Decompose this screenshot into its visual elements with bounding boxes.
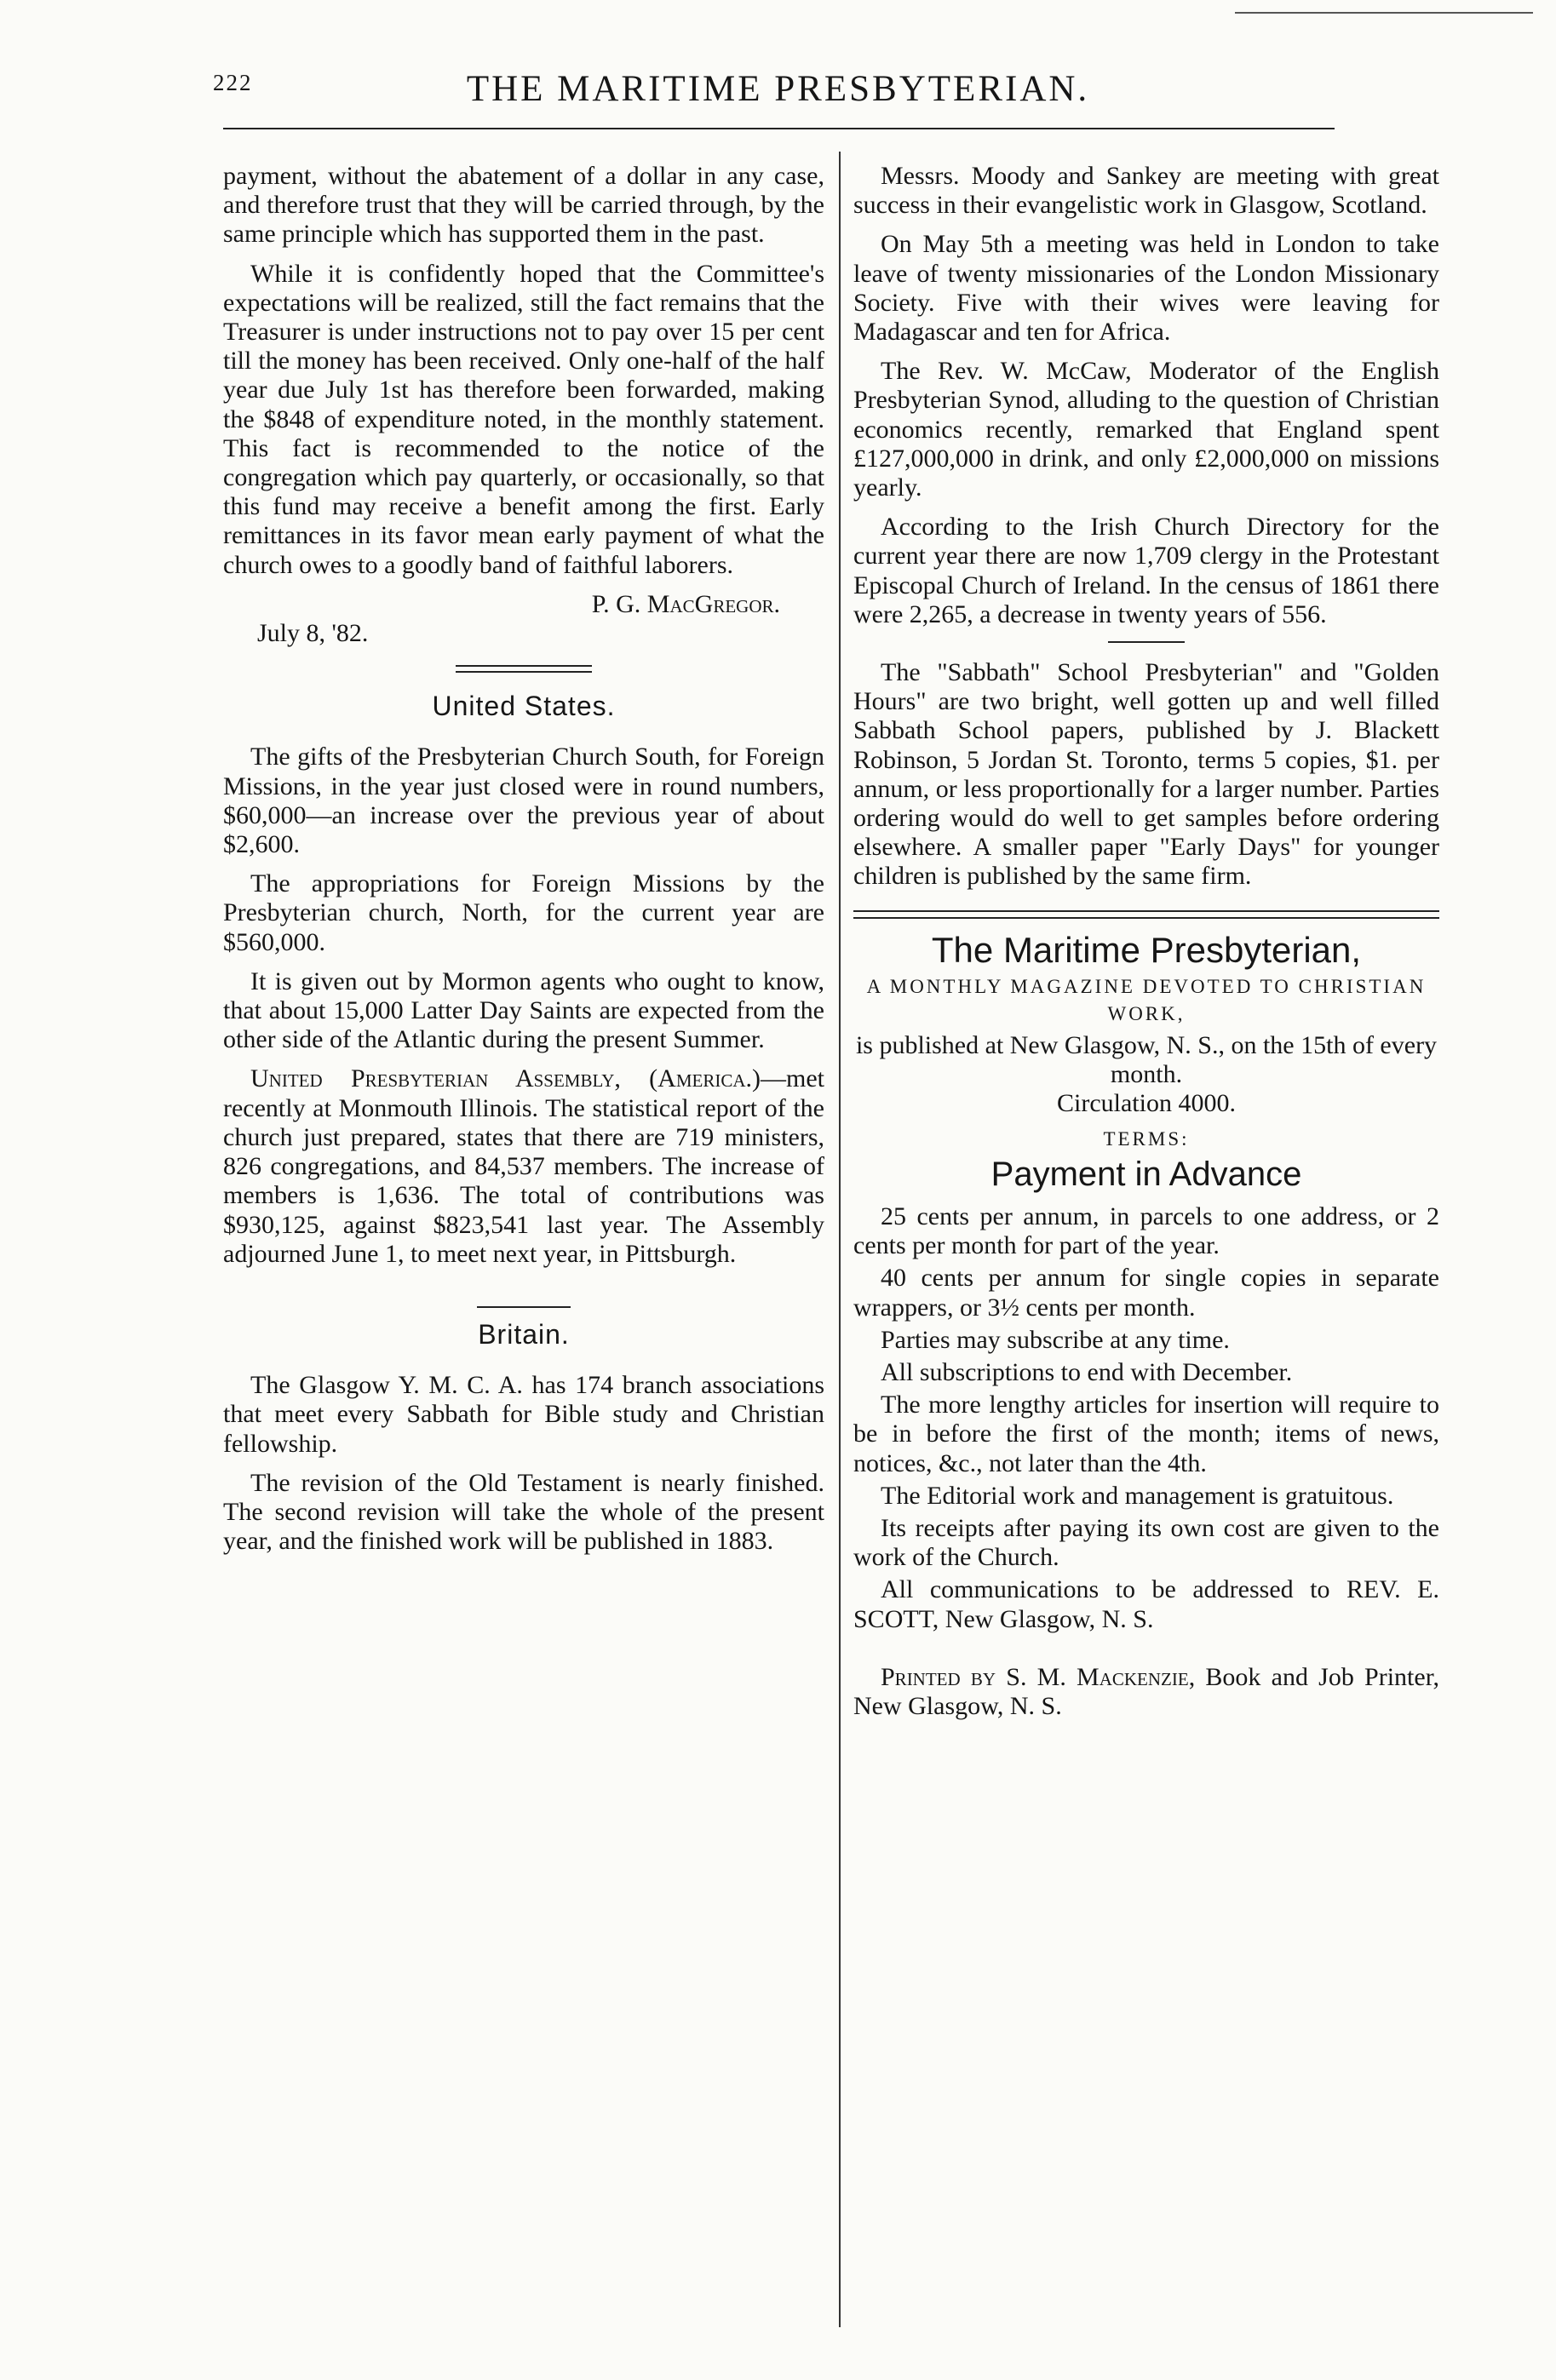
- us-paragraph-2: The appropriations for Foreign Missions by the Presbyterian church, North, for the current year are $560,000.: [223, 869, 824, 956]
- masthead-subtitle: A MONTHLY MAGAZINE DEVOTED TO CHRISTIAN WORK,: [866, 975, 1427, 1024]
- column-divider: [839, 152, 841, 2327]
- terms-item-7: Its receipts after paying its own cost are given to the work of the Church.: [853, 1513, 1439, 1572]
- us-paragraph-1: The gifts of the Presbyterian Church South, for Foreign Missions, in the year just closed were in round numbers, $60,000—an increase over the previous year of about $2,600.: [223, 743, 824, 859]
- terms-label: TERMS:: [1103, 1128, 1190, 1150]
- top-edge-rule: [1235, 12, 1533, 14]
- terms-item-8: All communications to be addressed to REV. E. SCOTT, New Glasgow, N. S.: [853, 1575, 1439, 1633]
- us-paragraph-4: [223, 1064, 824, 1268]
- britain-paragraph-1: The Glasgow Y. M. C. A. has 174 branch associations that meet every Sabbath for Bible study and Christian fellowship.: [223, 1371, 824, 1458]
- right-paragraph-3: The Rev. W. McCaw, Moderator of the English Presbyterian Synod, alluding to the question of Christian economics recently, remarked that England spent £127,000,000 in drink, and only £2,000,000 on missions yearly.: [853, 357, 1439, 502]
- right-paragraph-2: On May 5th a meeting was held in London to take leave of twenty missionaries of the London Missionary Society. Five with their wives were leaving for Madagascar and ten for Africa.: [853, 230, 1439, 347]
- printer-imprint: [853, 1663, 1439, 1721]
- printer-name: Printed by S. M. Mackenzie,: [881, 1662, 1196, 1691]
- britain-paragraph-2: The revision of the Old Testament is nearly finished. The second revision will take the whole of the present year, and the finished work will be published in 1883.: [223, 1468, 824, 1556]
- us-paragraph-4-body: —met recently at Monmouth Illinois. The statistical report of the church just prepared, states that there are 719 ministers, 826 congregations, and 84,537 members. The increase of members is 1,636. The total of contributions was $930,125, against $823,541 last year. The Assembly adjourned June 1, to meet next year, in Pittsburgh.: [223, 1064, 824, 1268]
- dateline: July 8, '82.: [257, 619, 369, 648]
- right-column: [853, 162, 1439, 1731]
- left-paragraph-2: While it is confidently hoped that the Committee's expectations will be realized, still the fact remains that the Treasurer is under instructions not to pay over 15 per cent till the money has been received. Only one-half of the half year due July 1st has therefore been forwarded, making the $848 of expenditure noted, in the monthly statement. This fact is recommended to the notice of the congregation which pay quarterly, or occasionally, so that this fund may receive a benefit among the first. Early remittances in its favor mean early payment of what the church owes to a goodly band of faithful laborers.: [223, 259, 824, 579]
- masthead-title: The Maritime Presbyterian,: [931, 929, 1362, 970]
- heading-britain: Britain.: [478, 1318, 570, 1350]
- right-paragraph-4: According to the Irish Church Directory for the current year there are now 1,709 clergy in the Protestant Episcopal Church of Ireland. In the census of 1861 there were 2,265, a decrease in twenty years of 556.: [853, 513, 1439, 628]
- left-paragraph-1: payment, without the abatement of a dollar in any case, and therefore trust that they will be carried through, by the same principle which has supported them in the past.: [223, 162, 824, 249]
- published-line: is published at New Glasgow, N. S., on the 15th of every month.: [855, 1030, 1438, 1089]
- terms-item-6: The Editorial work and management is gratuitous.: [881, 1481, 1394, 1510]
- running-head-title: THE MARITIME PRESBYTERIAN.: [466, 69, 1090, 109]
- masthead-double-rule: [853, 910, 1439, 919]
- us-paragraph-4-lead: United Presbyterian Assembly, (America.): [250, 1064, 761, 1093]
- right-paragraph-1: Messrs. Moody and Sankey are meeting with great success in their evangelistic work in Glasgow, Scotland.: [853, 162, 1439, 220]
- terms-item-4: All subscriptions to end with December.: [881, 1357, 1293, 1386]
- section-short-rule: [477, 1306, 571, 1308]
- left-column: [223, 162, 824, 1566]
- page-number: 222: [213, 70, 253, 95]
- us-paragraph-3: It is given out by Mormon agents who ought to know, that about 15,000 Latter Day Saints are expected from the other side of the Atlantic during the present Summer.: [223, 966, 824, 1054]
- header-rule: [223, 128, 1335, 129]
- terms-item-2: 40 cents per annum for single copies in separate wrappers, or 3½ cents per month.: [853, 1264, 1439, 1322]
- terms-item-5: The more lengthy articles for insertion will require to be in before the first of the month; items of news, notices, &c., not later than the 4th.: [853, 1391, 1439, 1477]
- payment-heading: Payment in Advance: [990, 1155, 1302, 1193]
- terms-item-3: Parties may subscribe at any time.: [881, 1325, 1230, 1354]
- heading-united-states: United States.: [432, 691, 616, 722]
- right-paragraph-5: The "Sabbath" School Presbyterian" and "Golden Hours" are two bright, well gotten up and well filled Sabbath School papers, published by J. Blackett Robinson, 5 Jordan St. Toronto, terms 5 copies, $1. per annum, or less proportionally for a larger number. Parties ordering would do well to get samples before ordering elsewhere. A smaller paper "Early Days" for younger children is published by the same firm.: [853, 658, 1439, 891]
- signature: P. G. MacGregor.: [591, 589, 780, 618]
- section-double-rule: [456, 665, 592, 673]
- item-short-rule: [1108, 641, 1185, 643]
- terms-item-1: 25 cents per annum, in parcels to one address, or 2 cents per month for part of the year.: [853, 1201, 1439, 1260]
- printer-rest: Book and Job Printer, New Glasgow, N. S.: [853, 1662, 1439, 1720]
- circulation-line: Circulation 4000.: [1057, 1089, 1236, 1118]
